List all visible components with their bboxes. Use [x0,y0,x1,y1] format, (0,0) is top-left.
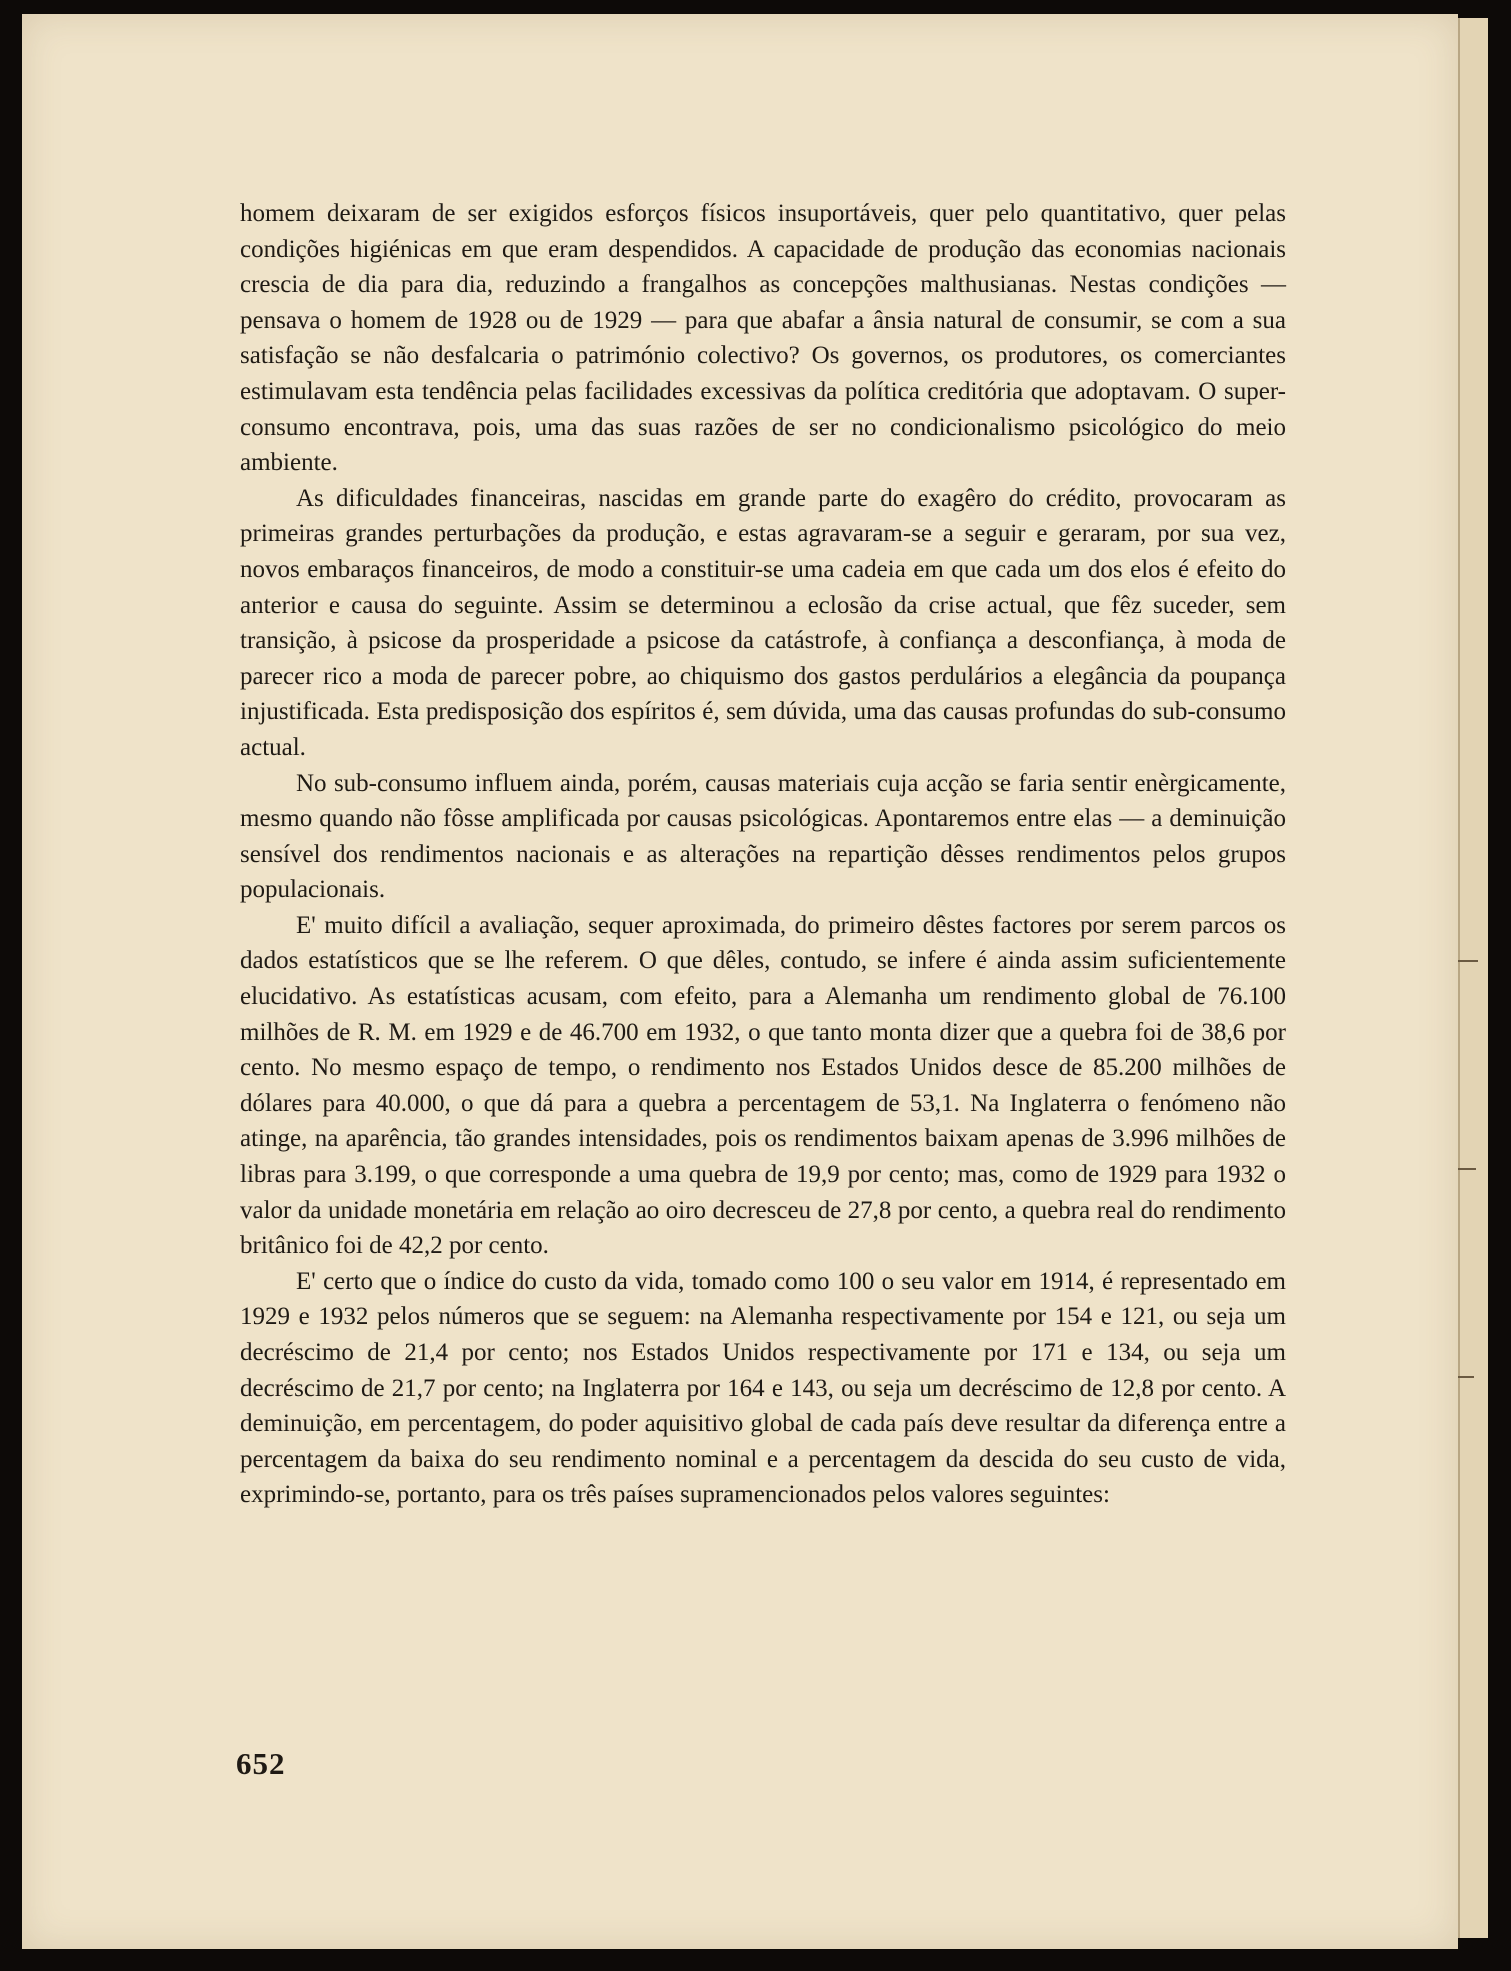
paragraph-2: As dificuldades financeiras, nascidas em grande parte do exagêro do crédito, provocaram as primeiras grandes perturbações da produção, e estas agravaram-se a seguir e geraram, por sua vez, novos embaraços financeiros, de modo a constituir-se uma cadeia em que cada um dos elos é efeito do anterior e causa do seguinte. Assim se determinou a eclosão da crise actual, que fêz suceder, sem transição, à psicose da prosperidade a psicose da catástrofe, à confiança a desconfiança, à moda de parecer rico a moda de parecer pobre, ao chiquismo dos gastos perdulários a elegância da poupança injustificada. Esta predisposição dos espíritos é, sem dúvida, uma das causas profundas do sub-consumo actual. [240,484,1286,761]
adjacent-page-edge [1458,18,1488,1938]
paragraph-3: No sub-consumo influem ainda, porém, causas materiais cuja acção se faria sentir enèrgicamente, mesmo quando não fôsse amplificada por causas psicológicas. Apontaremos entre elas — a deminuição sensível dos rendimentos nacionais e as alterações na repartição dêsses rendimentos pelos grupos populacionais. [240,769,1286,904]
body-text [240,196,1286,1513]
edge-mark [1456,960,1478,962]
paragraph-1: homem deixaram de ser exigidos esforços físicos insuportáveis, quer pelo quantitativo, quer pelas condições higiénicas em que eram despendidos. A capacidade de produção das economias nacionais crescia de dia para dia, reduzindo a frangalhos as concepções malthusianas. Nestas condições — pensava o homem de 1928 ou de 1929 — para que abafar a ânsia natural de consumir, se com a sua satisfação se não desfalcaria o património colectivo? Os governos, os produtores, os comerciantes estimulavam esta tendência pelas facilidades excessivas da política creditória que adoptavam. O super-consumo encontrava, pois, uma das suas razões de ser no condicionalismo psicológico do meio ambiente. [240,200,1286,477]
page-number: 652 [236,1746,286,1781]
paragraph-4: E' muito difícil a avaliação, sequer aproximada, do primeiro dêstes factores por serem parcos os dados estatísticos que se lhe referem. O que dêles, contudo, se infere é ainda assim suficientemente elucidativo. As estatísticas acusam, com efeito, para a Alemanha um rendimento global de 76.100 milhões de R. M. em 1929 e de 46.700 em 1932, o que tanto monta dizer que a quebra foi de 38,6 por cento. No mesmo espaço de tempo, o rendimento nos Estados Unidos desce de 85.200 milhões de dólares para 40.000, o que dá para a quebra a percentagem de 53,1. Na Inglaterra o fenómeno não atinge, na aparência, tão grandes intensidades, pois os rendimentos baixam apenas de 3.996 milhões de libras para 3.199, o que corresponde a uma quebra de 19,9 por cento; mas, como de 1929 para 1932 o valor da unidade monetária em relação ao oiro decresceu de 27,8 por cento, a quebra real do rendimento britânico foi de 42,2 por cento. [240,911,1286,1260]
paragraph-5: E' certo que o índice do custo da vida, tomado como 100 o seu valor em 1914, é representado em 1929 e 1932 pelos números que se seguem: na Alemanha respectivamente por 154 e 121, ou seja um decréscimo de 21,4 por cento; nos Estados Unidos respectivamente por 171 e 134, ou seja um decréscimo de 21,7 por cento; na Inglaterra por 164 e 143, ou seja um decréscimo de 12,8 por cento. A deminuição, em percentagem, do poder aquisitivo global de cada país deve resultar da diferença entre a percentagem da baixa do seu rendimento nominal e a percentagem da descida do seu custo de vida, exprimindo-se, portanto, para os três países supramencionados pelos valores seguintes: [240,1267,1286,1509]
